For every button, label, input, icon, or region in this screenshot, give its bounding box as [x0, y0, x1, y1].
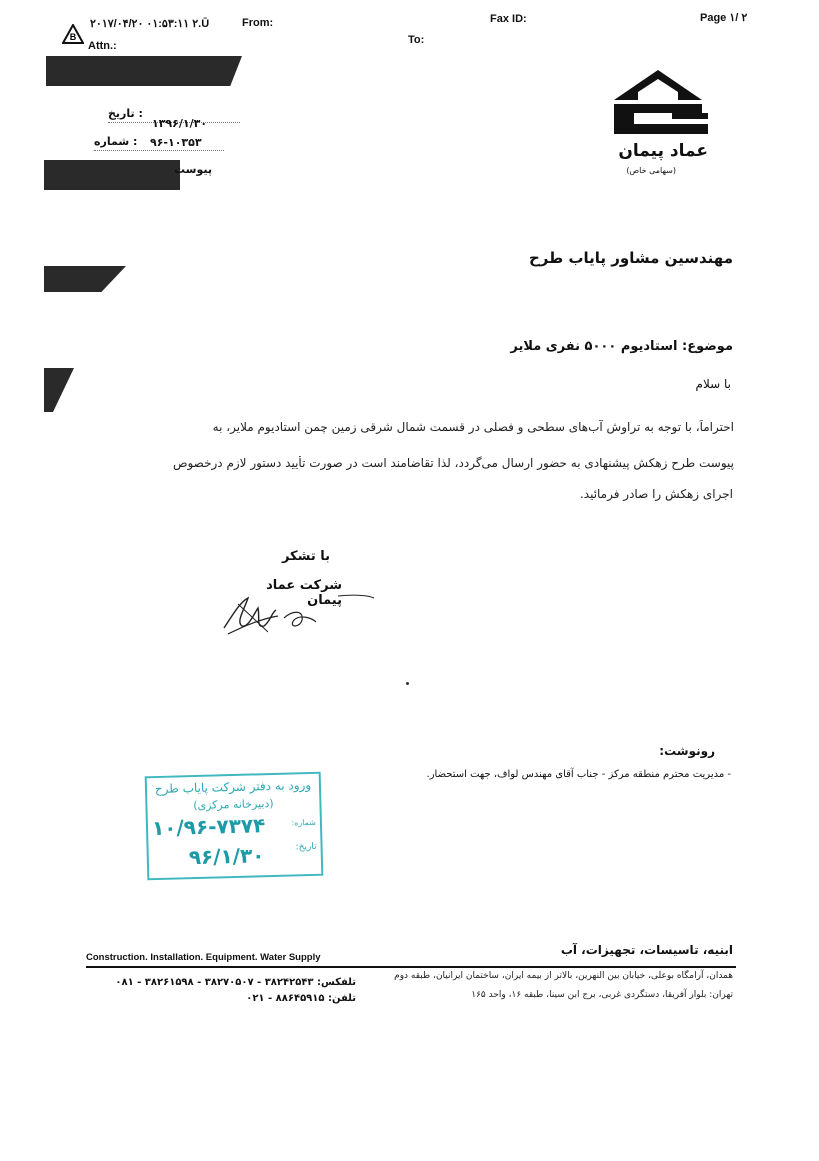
body-line-2: پیوست طرح زهکش پیشنهادی به حضور ارسال می‌گردد، لذا تقاضامند است در صورت تأیید دستور لازم درخصوص	[172, 456, 734, 470]
redaction-block-middle	[44, 266, 126, 292]
cc-line: - مدیریت محترم منطقه مرکز - جناب آقای مهندس لواف، جهت استحضار.	[426, 769, 731, 780]
footer-rule	[86, 966, 736, 968]
number-value: ۹۶-۱۰۳۵۳	[150, 136, 202, 149]
cc-label: رونوشت:	[659, 744, 715, 758]
fax-page-number: Page ۱/ ۲	[700, 12, 748, 24]
fax-id-label: Fax ID:	[490, 13, 527, 25]
fax-from-label: From:	[242, 17, 274, 29]
closing-thanks: با تشکر	[281, 549, 330, 564]
fax-timestamp: ۲۰۱۷/۰۴/۲۰ ۰۱:۵۳:۱۱ ۲.Ū	[90, 18, 210, 30]
company-name: عماد پیمان	[618, 141, 708, 161]
date-label: : تاریخ	[108, 107, 143, 120]
stamp-date-value: ۹۶/۱/۳۰	[188, 843, 265, 870]
company-type: (سهامی خاص)	[626, 166, 676, 175]
body-line-3: اجرای زهکش را صادر فرمائید.	[579, 487, 733, 501]
redaction-block-left	[44, 368, 74, 412]
footer-phone-line: تلفن: ۸۸۶۴۵۹۱۵ - ۰۲۱	[246, 993, 356, 1004]
body-line-1: احتراماً، با توجه به تراوش آب‌های سطحی و فصلی در قسمت شمال شرقی زمین چمن استادیوم ملایر، به	[212, 420, 734, 434]
stamp-date-label: تاریخ:	[295, 841, 317, 853]
footer-fax-line: تلفکس: ۳۸۲۴۲۵۴۳ - ۳۸۲۷۰۵۰۷ - ۳۸۲۶۱۵۹۸ - ۰۸۱	[115, 977, 356, 988]
footer-services-fa: ابنیه، تاسیسات، تجهیزات، آب	[560, 943, 733, 957]
footer-address-2: تهران: بلوار آفریقا، دستگردی غربی، برج ابن سینا، طبقه ۱۶، واحد ۱۶۵	[471, 990, 733, 1000]
fax-to-label: To:	[408, 34, 425, 46]
stamp-number-value: ۱۰/۹۶-۷۳۷۴	[151, 813, 266, 841]
subject: موضوع: استادیوم ۵۰۰۰ نفری ملایر	[510, 339, 733, 354]
fax-attn-label: Attn.:	[88, 40, 117, 52]
stamp-title: ورود به دفتر شرکت پایاب طرح	[154, 777, 312, 797]
svg-text:B: B	[69, 32, 77, 42]
attachment-label: پیوست	[174, 163, 212, 176]
company-logo-icon	[612, 68, 710, 140]
fax-logo-icon	[62, 24, 84, 44]
recipient: مهندسین مشاور پایاب طرح	[528, 249, 733, 267]
closing-company: شرکت عماد پیمان	[266, 578, 342, 608]
date-value: ۱۳۹۶/۱/۳۰	[152, 117, 208, 130]
redaction-block-top	[46, 56, 242, 86]
number-label: : شماره	[94, 135, 138, 148]
dot-mark	[406, 682, 409, 685]
footer-services-en: Construction. Installation. Equipment. Water Supply	[86, 952, 321, 963]
signature-image	[218, 588, 378, 640]
footer-address-1: همدان، آرامگاه بوعلی، خیابان بین النهرین، بالاتر از بیمه ایران، ساختمان ایرانیان، طبقه دوم	[394, 971, 733, 981]
received-stamp	[145, 772, 324, 881]
stamp-subtitle: (دبیرخانه مرکزی)	[193, 796, 274, 813]
stamp-number-label: شماره:	[291, 817, 317, 828]
redaction-block-attachment	[44, 160, 180, 190]
greeting: با سلام	[695, 377, 731, 391]
number-dotted-line	[94, 150, 224, 151]
